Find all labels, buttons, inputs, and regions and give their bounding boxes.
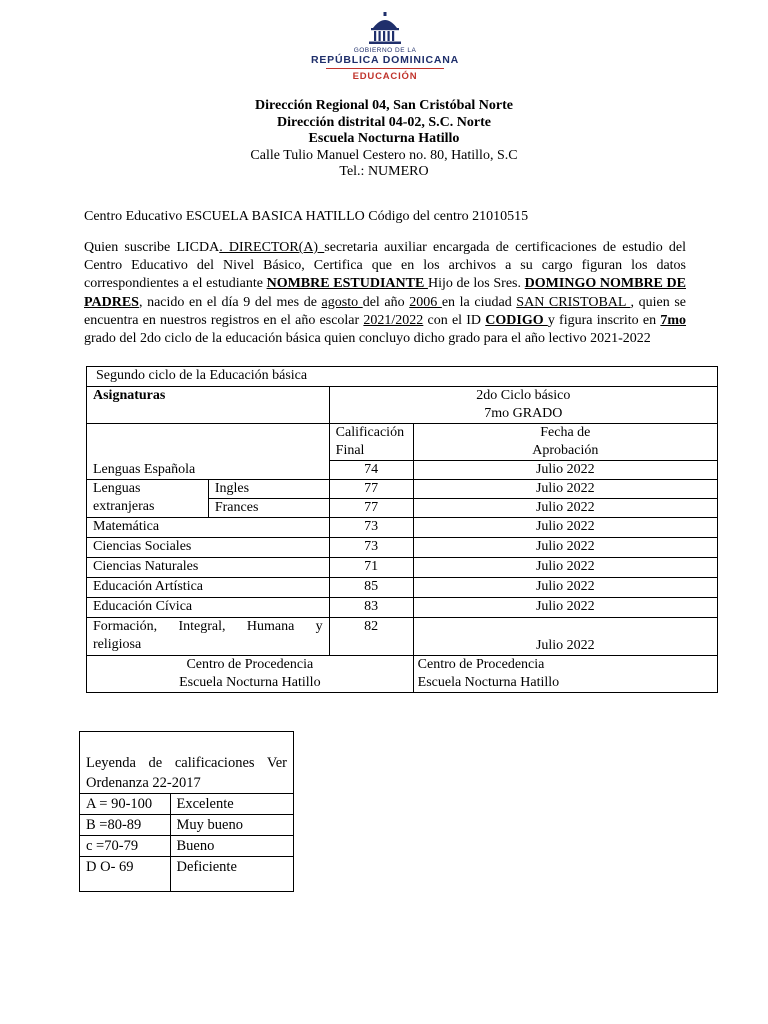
procedencia-left: Centro de Procedencia Escuela Nocturna Hatillo [87,656,414,693]
cert-text-6: en la ciudad [441,294,517,310]
legend-title: Leyenda de calificaciones Ver Ordenanza 22-2017 [80,732,294,794]
legend-range: D O- 69 [80,857,171,892]
legend-row [80,836,294,857]
centro-line: Centro Educativo ESCUELA BASICA HATILLO Código del centro 21010515 [84,209,529,224]
grading-legend [79,731,294,892]
birth-year: 2006 [409,294,442,310]
parents-name: DOMINGO NOMBRE DE PADRES [84,276,686,310]
table-row [87,598,718,618]
table-row [87,558,718,578]
date: Julio 2022 [413,558,717,578]
legend-row [80,794,294,815]
ministry-logo [310,12,460,82]
cert-text-9: y figura inscrito en [547,312,661,328]
date: Julio 2022 [413,598,717,618]
score: 85 [329,578,413,598]
header-regional: Dirección Regional 04, San Cristóbal Norte [255,98,513,113]
director-name: . DIRECTOR(A) [219,240,325,255]
date-frances: Julio 2022 [413,499,717,518]
student-name: NOMBRE ESTUDIANTE [266,276,428,292]
certificate-paragraph [84,239,686,348]
header-phone: Tel.: NUMERO [339,164,429,179]
cert-text-2: secretaria auxiliar encargada de certificaciones de estudio del Centro Educativo del Nivel Básico, Certifica que en los archivos a su cargo figuran los datos correspondientes a el estudiante [84,240,686,292]
subject-name: Educación Cívica [87,598,330,618]
legend-range: c =70-79 [80,836,171,857]
col-final-header: Calificación Final [329,424,413,461]
date-lengua-espanola: Julio 2022 [413,461,717,480]
logo-line-1: GOBIERNO DE LA [353,47,417,54]
score: 73 [329,518,413,538]
table-row [87,538,718,558]
score: 71 [329,558,413,578]
header-distrital: Dirección distrital 04-02, S.C. Norte [277,114,491,130]
asignaturas-header: Asignaturas [87,387,330,424]
birth-month: agosto [321,294,363,310]
grades-table [86,366,718,693]
lenguas-extranjeras-cell: Lenguas extranjeras [87,480,209,518]
score-frances: 77 [329,499,413,518]
date: Julio 2022 [413,518,717,538]
logo-divider [326,68,444,69]
cert-text-7: , quien se encuentra en nuestros registros en el año escolar [84,294,687,328]
subject-name: Ciencias Naturales [87,558,330,578]
logo-line-2: REPÚBLICA DOMINICANA [310,54,460,66]
cert-text-1: Quien suscribe LICDA [84,240,220,255]
col-fecha-header: Fecha de Aprobación [413,424,717,461]
score: 73 [329,538,413,558]
legend-range: A = 90-100 [80,794,171,815]
score-lengua-espanola: 74 [329,461,413,480]
legend-range: B =80-89 [80,815,171,836]
subject-name: Ciencias Sociales [87,538,330,558]
cert-text-5: del año [362,294,410,310]
cycle-header: 2do Ciclo básico 7mo GRADO [329,387,717,424]
document-header [0,98,768,181]
header-school: Escuela Nocturna Hatillo [308,131,460,146]
score-ingles: 77 [329,480,413,499]
score-formacion: 82 [329,618,413,656]
grade-level: 7mo [660,312,687,328]
subject-ingles: Ingles [208,480,329,499]
subject-formacion: Formación, Integral, Humana y religiosa [87,618,330,656]
cert-text-3: Hijo de los Sres. [427,276,525,292]
coat-of-arms-icon [365,12,405,46]
student-id: CODIGO [485,312,548,328]
date: Julio 2022 [413,578,717,598]
birth-city: SAN CRISTOBAL [516,294,631,310]
cert-text-10: grado del 2do ciclo de la educación básica quien concluyo dicho grado para el año lectivo 2021-2022 [84,331,651,347]
subject-name: Matemática [87,518,330,538]
school-year: 2021/2022 [363,312,424,328]
procedencia-right: Centro de Procedencia Escuela Nocturna Hatillo [413,656,717,693]
cert-text-4: , nacido en el día 9 del mes de [138,294,322,310]
date: Julio 2022 [413,538,717,558]
logo-line-3: EDUCACIÓN [352,71,418,82]
subject-name: Lenguas Española [93,462,196,477]
date-formacion: Julio 2022 [413,618,717,656]
legend-label: Bueno [170,836,294,857]
lengua-espanola-cell [87,424,330,480]
date-ingles: Julio 2022 [413,480,717,499]
cert-text-8: con el ID [423,312,486,328]
legend-row [80,857,294,892]
score: 83 [329,598,413,618]
table-row [87,518,718,538]
table-title: Segundo ciclo de la Educación básica [87,367,718,387]
legend-label: Muy bueno [170,815,294,836]
table-row [87,578,718,598]
legend-row [80,815,294,836]
legend-label: Excelente [170,794,294,815]
header-address: Calle Tulio Manuel Cestero no. 80, Hatillo, S.C [250,147,518,163]
legend-label: Deficiente [170,857,294,892]
subject-frances: Frances [208,499,329,518]
subject-name: Educación Artística [87,578,330,598]
